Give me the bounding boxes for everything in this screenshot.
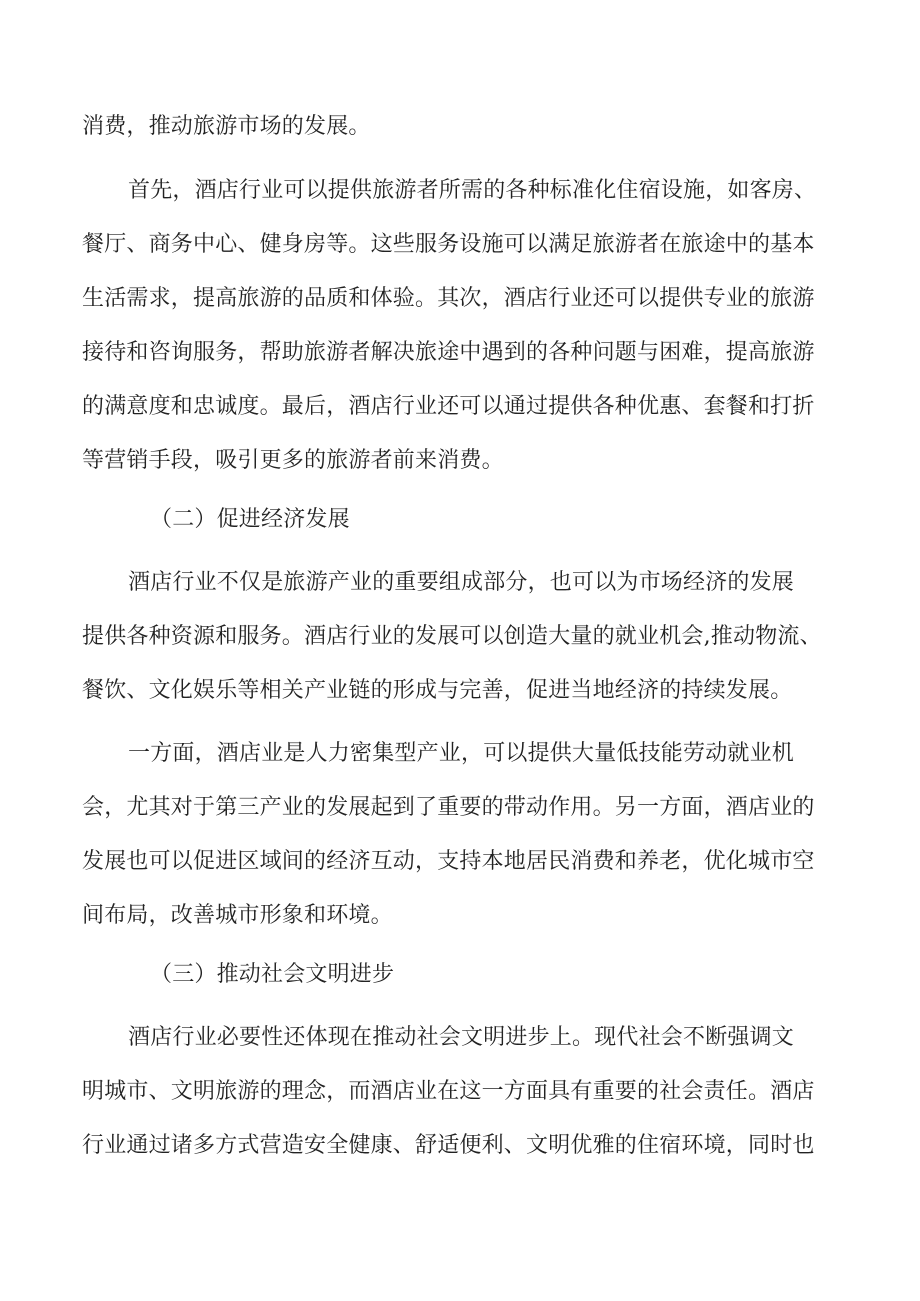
text-line: 间布局，改善城市形象和环境。 <box>82 903 393 928</box>
text-line: 发展也可以促进区域间的经济互动，支持本地居民消费和养老，优化城市空 <box>82 849 815 874</box>
text-line: 酒店行业不仅是旅游产业的重要组成部分，也可以为市场经济的发展 <box>128 570 795 595</box>
text-line: 的满意度和忠诚度。最后，酒店行业还可以通过提供各种优惠、套餐和打折 <box>82 394 815 419</box>
text-line: 行业通过诸多方式营造安全健康、舒适便利、文明优雅的住宿环境，同时也 <box>82 1133 815 1158</box>
text-line: 提供各种资源和服务。酒店行业的发展可以创造大量的就业机会,推动物流、 <box>82 624 822 649</box>
text-line: 酒店行业必要性还体现在推动社会文明进步上。现代社会不断强调文 <box>128 1025 795 1050</box>
section-heading: （二）促进经济发展 <box>150 507 350 532</box>
text-line: 等营销手段，吸引更多的旅游者前来消费。 <box>82 448 504 473</box>
section-heading: （三）推动社会文明进步 <box>150 962 395 987</box>
text-line: 消费，推动旅游市场的发展。 <box>82 114 371 139</box>
text-line: 一方面，酒店业是人力密集型产业，可以提供大量低技能劳动就业机 <box>128 741 795 766</box>
text-line: 生活需求，提高旅游的品质和体验。其次，酒店行业还可以提供专业的旅游 <box>82 286 815 311</box>
text-line: 餐饮、文化娱乐等相关产业链的形成与完善，促进当地经济的持续发展。 <box>82 678 793 703</box>
text-line: 餐厅、商务中心、健身房等。这些服务设施可以满足旅游者在旅途中的基本 <box>82 232 815 257</box>
text-line: 明城市、文明旅游的理念，而酒店业在这一方面具有重要的社会责任。酒店 <box>82 1079 815 1104</box>
text-line: 首先，酒店行业可以提供旅游者所需的各种标准化住宿设施，如客房、 <box>128 178 817 203</box>
text-line: 接待和咨询服务，帮助旅游者解决旅途中遇到的各种问题与困难，提高旅游 <box>82 340 815 365</box>
text-line: 会，尤其对于第三产业的发展起到了重要的带动作用。另一方面，酒店业的 <box>82 795 815 820</box>
